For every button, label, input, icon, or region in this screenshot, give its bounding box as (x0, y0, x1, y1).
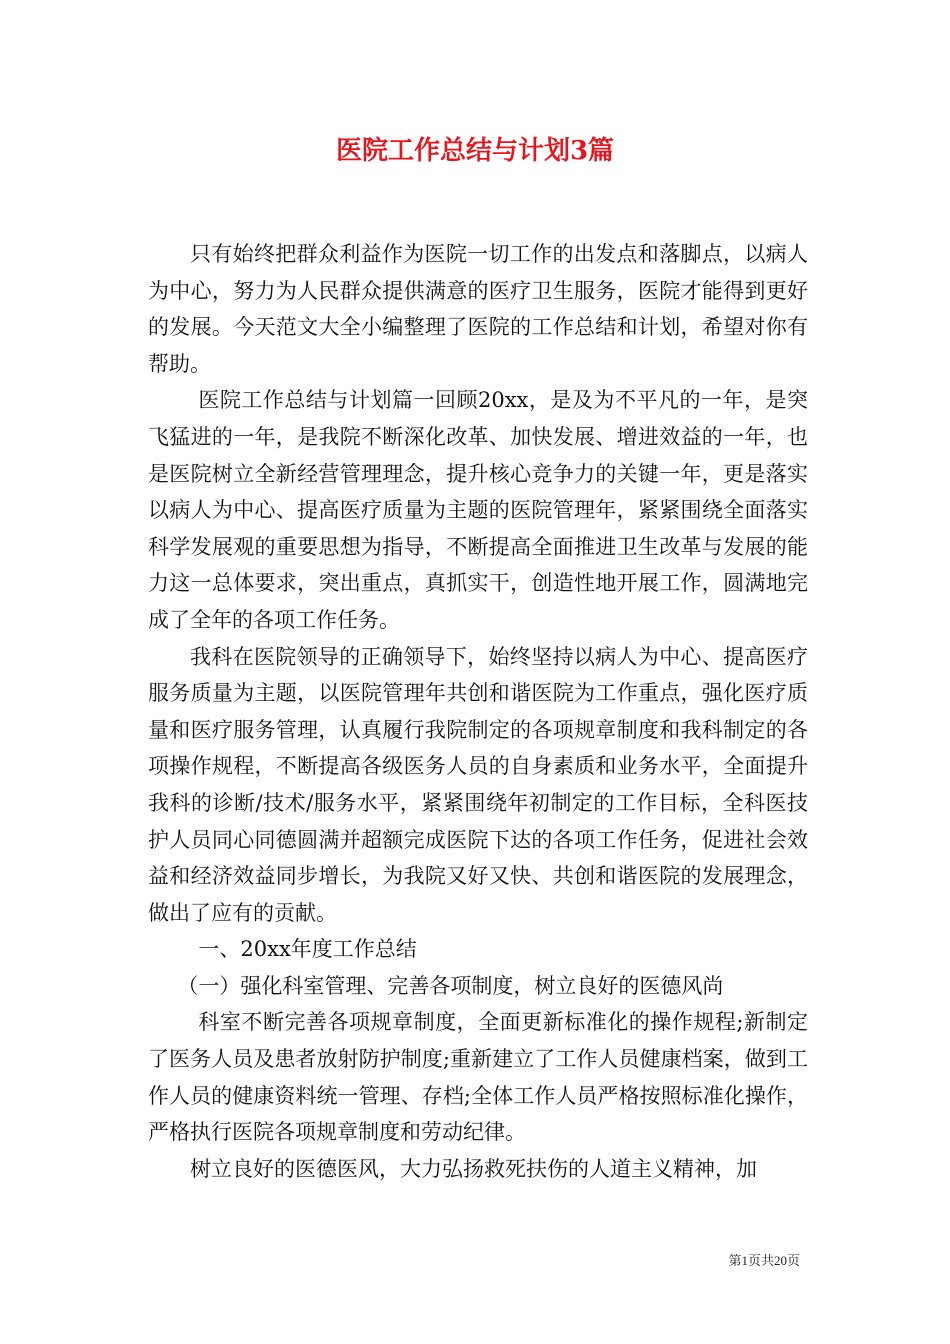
subsection-heading: （一）强化科室管理、完善各项制度，树立良好的医德风尚 (177, 973, 724, 998)
page-number: 第1页共20页 (728, 1253, 800, 1268)
ethics-paragraph: 树立良好的医德医风，大力弘扬救死扶伤的人道主义精神，加 (190, 1156, 757, 1181)
department-paragraph: 我科在医院领导的正确领导下，始终坚持以病人为中心、提高医疗服务质量为主题，以医院管理年共创和谐医院为工作重点，强化医疗质量和医疗服务管理，认真履行我院制定的各项规章制度和我科制定的各项操作规程，不断提高各级医务人员的自身素质和业务水平，全面提升我科的诊断/技术/服务水平，紧紧围绕年初制定的工作目标，全科医技护人员同心同德圆满并超额完成医院下达的各项工作任务，促进社会效益和经济效益同步增长，为我院又好又快、共创和谐医院的发展理念，做出了应有的贡献。 (148, 644, 808, 925)
annual-summary-heading: 一、20xx年度工作总结 (198, 937, 417, 962)
section-one-paragraph: 医院工作总结与计划篇一回顾20xx，是及为不平凡的一年，是突飞猛进的一年，是我院不断深化改革、加快发展、增进效益的一年，也是医院树立全新经营管理理念，提升核心竞争力的关键一年，更是落实以病人为中心、提高医疗质量为主题的医院管理年，紧紧围绕全面落实科学发展观的重要思想为指导，不断提高全面推进卫生改革与发展的能力这一总体要求，突出重点，真抓实干，创造性地开展工作，圆满地完成了全年的各项工作任务。 (148, 388, 808, 632)
rules-paragraph: 科室不断完善各项规章制度，全面更新标准化的操作规程;新制定了医务人员及患者放射防护制度;重新建立了工作人员健康档案，做到工作人员的健康资料统一管理、存档;全体工作人员严格按照标准化操作，严格执行医院各项规章制度和劳动纪律。 (148, 1010, 808, 1145)
intro-paragraph: 只有始终把群众利益作为医院一切工作的出发点和落脚点，以病人为中心，努力为人民群众提供满意的医疗卫生服务，医院才能得到更好的发展。今天范文大全小编整理了医院的工作总结和计划，希望对你有帮助。 (148, 242, 808, 376)
document-title: 医院工作总结与计划3篇 (335, 136, 615, 166)
document-body (148, 236, 808, 1187)
